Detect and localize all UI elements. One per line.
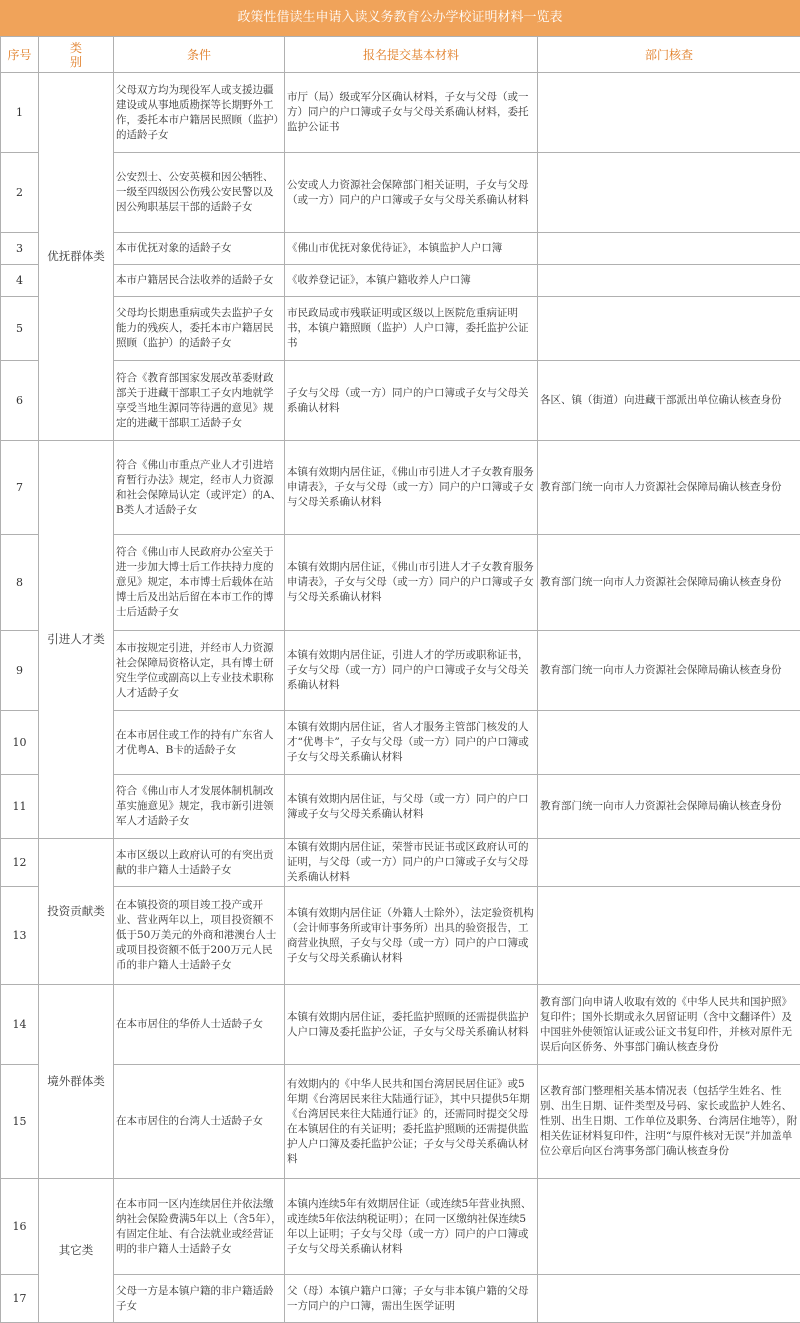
row-materials: 本镇有效期内居住证，与父母（或一方）同户的户口簿或子女与父母关系确认材料 — [285, 775, 538, 839]
row-condition: 父母双方均为现役军人或支援边疆建设或从事地质勘探等长期野外工作，委托本市户籍居民照顾（监护）的适龄子女 — [114, 73, 285, 153]
row-no: 4 — [1, 265, 39, 297]
category-cell: 其它类 — [39, 1179, 114, 1323]
row-no: 5 — [1, 297, 39, 361]
row-condition: 在本市居住或工作的持有广东省人才优粤A、B卡的适龄子女 — [114, 711, 285, 775]
table-row — [1, 361, 800, 441]
row-materials: 子女与父母（或一方）同户的户口簿或子女与父母关系确认材料 — [285, 361, 538, 441]
header-verify: 部门核查 — [538, 37, 800, 73]
header-category-text: 类别 — [69, 41, 83, 69]
row-materials: 市民政局或市残联证明或区级以上医院危重病证明书，本镇户籍照顾（监护）人户口簿，委托监护公证书 — [285, 297, 538, 361]
row-condition: 符合《佛山市重点产业人才引进培育暂行办法》规定，经市人力资源和社会保障局认定（或评定）的A、B类人才适龄子女 — [114, 441, 285, 535]
row-verify — [538, 1179, 800, 1275]
table-row — [1, 711, 800, 775]
row-condition: 在本市居住的华侨人士适龄子女 — [114, 985, 285, 1065]
row-materials: 市厅（局）级或军分区确认材料，子女与父母（或一方）同户的户口簿或子女与父母关系确认材料，委托监护公证书 — [285, 73, 538, 153]
row-materials: 《收养登记证》，本镇户籍收养人户口簿 — [285, 265, 538, 297]
row-condition: 父母一方是本镇户籍的非户籍适龄子女 — [114, 1275, 285, 1323]
row-no: 2 — [1, 153, 39, 233]
table-row — [1, 1065, 800, 1179]
table-row — [1, 73, 800, 153]
row-verify: 教育部门向申请人收取有效的《中华人民共和国护照》复印件；国外长期或永久居留证明（含中文翻译件）及中国驻外使领馆认证或公证文书复印件，并核对原件无误后向区侨务、外事部门确认核查身份 — [538, 985, 800, 1065]
table-row — [1, 839, 800, 887]
row-no: 9 — [1, 631, 39, 711]
row-condition: 父母均长期患重病或失去监护子女能力的残疾人，委托本市户籍居民照顾（监护）的适龄子女 — [114, 297, 285, 361]
row-no: 6 — [1, 361, 39, 441]
row-verify — [538, 73, 800, 153]
row-no: 13 — [1, 887, 39, 985]
row-materials: 本镇有效期内居住证，荣誉市民证书或区政府认可的证明，与父母（或一方）同户的户口簿或子女与父母关系确认材料 — [285, 839, 538, 887]
row-verify: 教育部门统一向市人力资源社会保障局确认核查身份 — [538, 775, 800, 839]
header-no: 序号 — [1, 37, 39, 73]
row-condition: 符合《佛山市人才发展体制机制改革实施意见》规定，我市新引进领军人才适龄子女 — [114, 775, 285, 839]
row-verify — [538, 1275, 800, 1323]
row-condition: 公安烈士、公安英模和因公牺牲、一级至四级因公伤残公安民警以及因公殉职基层干部的适龄子女 — [114, 153, 285, 233]
row-materials: 父（母）本镇户籍户口簿；子女与非本镇户籍的父母一方同户的户口簿，需出生医学证明 — [285, 1275, 538, 1323]
row-materials: 本镇有效期内居住证，引进人才的学历或职称证书，子女与父母（或一方）同户的户口簿或子女与父母关系确认材料 — [285, 631, 538, 711]
category-cell: 投资贡献类 — [39, 839, 114, 985]
table-row — [1, 1275, 800, 1323]
row-no: 16 — [1, 1179, 39, 1275]
row-verify — [538, 839, 800, 887]
row-no: 11 — [1, 775, 39, 839]
row-verify — [538, 153, 800, 233]
row-no: 15 — [1, 1065, 39, 1179]
row-no: 8 — [1, 535, 39, 631]
row-no: 7 — [1, 441, 39, 535]
row-materials: 本镇有效期内居住证，《佛山市引进人才子女教育服务申请表》，子女与父母（或一方）同户的户口簿或子女与父母关系确认材料 — [285, 441, 538, 535]
row-no: 12 — [1, 839, 39, 887]
table-row — [1, 153, 800, 233]
row-condition: 符合《佛山市人民政府办公室关于进一步加大博士后工作扶持力度的意见》规定，本市博士后载体在站博士后及出站后留在本市工作的博士后适龄子女 — [114, 535, 285, 631]
row-verify: 教育部门统一向市人力资源社会保障局确认核查身份 — [538, 535, 800, 631]
row-verify — [538, 887, 800, 985]
table-row — [1, 297, 800, 361]
row-verify — [538, 711, 800, 775]
row-condition: 本市优抚对象的适龄子女 — [114, 233, 285, 265]
row-verify: 区教育部门整理相关基本情况表（包括学生姓名、性别、出生日期、证件类型及号码、家长或监护人姓名、性别、出生日期、工作单位及职务、台湾居住地等），附相关佐证材料复印件，注明“与原件核对无误”并加盖单位公章后向区台湾事务部门确认核查身份 — [538, 1065, 800, 1179]
row-no: 10 — [1, 711, 39, 775]
table-row — [1, 887, 800, 985]
row-materials: 本镇有效期内居住证，《佛山市引进人才子女教育服务申请表》，子女与父母（或一方）同户的户口簿或子女与父母关系确认材料 — [285, 535, 538, 631]
row-materials: 本镇有效期内居住证，委托监护照顾的还需提供监护人户口簿及委托监护公证，子女与父母关系确认材料 — [285, 985, 538, 1065]
category-cell: 优抚群体类 — [39, 73, 114, 441]
category-cell: 引进人才类 — [39, 441, 114, 839]
row-verify: 教育部门统一向市人力资源社会保障局确认核查身份 — [538, 441, 800, 535]
table-row — [1, 265, 800, 297]
row-condition: 在本市同一区内连续居住并依法缴纳社会保险费满5年以上（含5年），有固定住址、有合法就业或经营证明的非户籍人士适龄子女 — [114, 1179, 285, 1275]
row-condition: 在本市居住的台湾人士适龄子女 — [114, 1065, 285, 1179]
table-row — [1, 535, 800, 631]
document-title: 政策性借读生申请入读义务教育公办学校证明材料一览表 — [0, 0, 800, 36]
row-materials: 本镇内连续5年有效期居住证（或连续5年营业执照、或连续5年依法纳税证明）；在同一区缴纳社保连续5年以上证明；子女与父母（或一方）同户的户口簿或子女与父母关系确认材料 — [285, 1179, 538, 1275]
row-verify — [538, 265, 800, 297]
row-condition: 符合《教育部国家发展改革委财政部关于进藏干部职工子女内地就学享受当地生源同等待遇的意见》规定的进藏干部职工适龄子女 — [114, 361, 285, 441]
row-condition: 本市按规定引进，并经市人力资源社会保障局资格认定，具有博士研究生学位或副高以上专业技术职称人才适龄子女 — [114, 631, 285, 711]
table-row — [1, 631, 800, 711]
row-no: 14 — [1, 985, 39, 1065]
row-materials: 公安或人力资源社会保障部门相关证明，子女与父母（或一方）同户的户口簿或子女与父母关系确认材料 — [285, 153, 538, 233]
category-cell: 境外群体类 — [39, 985, 114, 1179]
row-verify: 各区、镇（街道）向进藏干部派出单位确认核查身份 — [538, 361, 800, 441]
table-row — [1, 775, 800, 839]
table-row — [1, 1179, 800, 1275]
row-no: 3 — [1, 233, 39, 265]
row-materials: 本镇有效期内居住证（外籍人士除外），法定验资机构（会计师事务所或审计事务所）出具的验资报告，工商营业执照，子女与父母（或一方）同户的户口簿或子女与父母关系确认材料 — [285, 887, 538, 985]
row-condition: 在本镇投资的项目竣工投产或开业、营业两年以上，项目投资额不低于50万美元的外商和港澳台人士或项目投资额不低于200万元人民币的非户籍人士适龄子女 — [114, 887, 285, 985]
row-materials: 本镇有效期内居住证，省人才服务主管部门核发的人才“优粤卡”，子女与父母（或一方）同户的户口簿或子女与父母关系确认材料 — [285, 711, 538, 775]
row-condition: 本市户籍居民合法收养的适龄子女 — [114, 265, 285, 297]
row-materials: 有效期内的《中华人民共和国台湾居民居住证》或5年期《台湾居民来往大陆通行证》，其中只提供5年期《台湾居民来往大陆通行证》的，还需同时提交父母在本镇居住的有关证明；委托监护照顾的还需提供监护人户口簿及委托监护公证；子女与父母关系确认材料 — [285, 1065, 538, 1179]
row-materials: 《佛山市优抚对象优待证》，本镇监护人户口簿 — [285, 233, 538, 265]
row-no: 17 — [1, 1275, 39, 1323]
row-verify — [538, 297, 800, 361]
table-row — [1, 441, 800, 535]
row-verify: 教育部门统一向市人力资源社会保障局确认核查身份 — [538, 631, 800, 711]
table-row — [1, 233, 800, 265]
row-condition: 本市区级以上政府认可的有突出贡献的非户籍人士适龄子女 — [114, 839, 285, 887]
table-header-row — [1, 37, 800, 73]
header-materials: 报名提交基本材料 — [285, 37, 538, 73]
materials-table — [0, 36, 800, 1323]
row-no: 1 — [1, 73, 39, 153]
header-condition: 条件 — [114, 37, 285, 73]
header-category — [39, 37, 114, 73]
table-row — [1, 985, 800, 1065]
row-verify — [538, 233, 800, 265]
